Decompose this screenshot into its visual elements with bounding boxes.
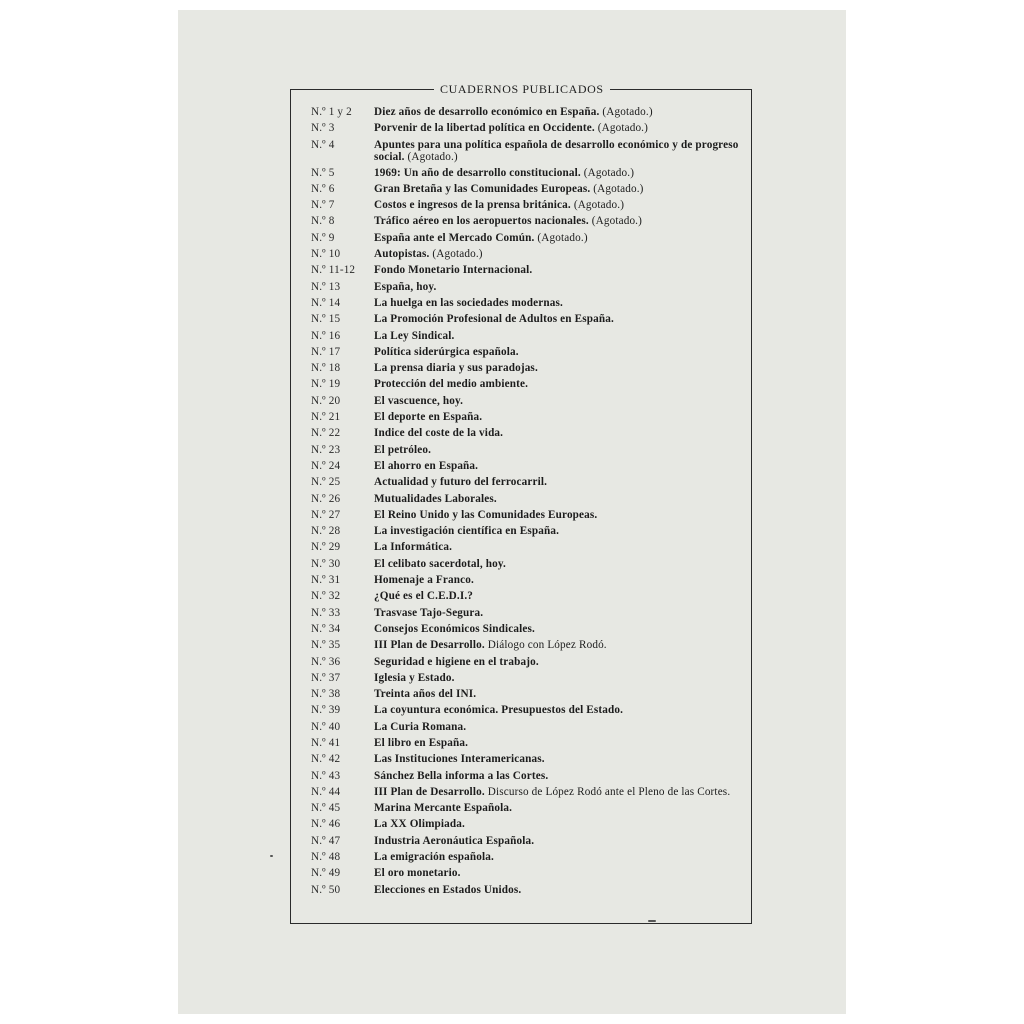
- issue-title-note: (Agotado.): [580, 166, 635, 179]
- issue-title-main: Protección del medio ambiente.: [374, 378, 529, 391]
- list-item: [311, 768, 751, 784]
- issue-title-main: La XX Olimpiada.: [374, 818, 465, 831]
- issue-title-main: El libro en España.: [374, 736, 469, 749]
- issue-title-note: (Agotado.): [590, 182, 644, 195]
- issue-number: N.º 29: [311, 541, 341, 554]
- issue-title-main: El Reino Unido y las Comunidades Europeas.: [374, 508, 598, 521]
- list-item: [311, 702, 751, 718]
- issue-title: [374, 621, 751, 637]
- issue-number: N.º 26: [311, 492, 341, 505]
- issue-number: N.º 44: [311, 785, 341, 798]
- issue-title-main: Diez años de desarrollo económico en España.: [374, 106, 600, 118]
- list-item: [311, 588, 751, 604]
- issue-title: [374, 104, 751, 120]
- issue-number: N.º 36: [311, 655, 341, 668]
- issue-title: [374, 425, 751, 441]
- list-item: [311, 735, 751, 751]
- issue-title: [374, 588, 751, 604]
- list-item: [311, 491, 751, 507]
- issue-number: N.º 7: [311, 199, 335, 212]
- issue-number: N.º 34: [311, 622, 341, 635]
- issue-title-main: La prensa diaria y sus paradojas.: [374, 362, 538, 375]
- issue-number: N.º 27: [311, 508, 341, 521]
- issue-title-main: Homenaje a Franco.: [374, 574, 474, 587]
- issue-title: [374, 360, 751, 376]
- list-item: [311, 507, 751, 523]
- issue-title: [374, 816, 751, 832]
- issue-title-main: Autopistas.: [374, 248, 430, 261]
- issue-title-main: Trasvase Tajo-Segura.: [374, 606, 484, 619]
- issue-title: [374, 735, 751, 751]
- list-item: [311, 865, 751, 881]
- list-item: [311, 409, 751, 425]
- issue-title-main: El ahorro en España.: [374, 459, 479, 472]
- list-item: [311, 165, 751, 181]
- list-item: [311, 393, 751, 409]
- issue-number: N.º 45: [311, 802, 341, 815]
- issue-number: N.º 33: [311, 606, 341, 619]
- issue-number: N.º 22: [311, 427, 341, 440]
- issue-number: N.º 43: [311, 769, 341, 782]
- issue-title-note: (Agotado.): [588, 215, 643, 228]
- issue-number: N.º 50: [311, 883, 341, 896]
- issue-title-main: España, hoy.: [374, 280, 437, 293]
- list-item: [311, 849, 751, 865]
- issue-title: [374, 213, 751, 229]
- issue-title-main: El oro monetario.: [374, 867, 461, 880]
- issue-title-main: El deporte en España.: [374, 411, 483, 424]
- list-item: [311, 425, 751, 441]
- issue-title-note: (Agotado.): [599, 106, 653, 118]
- issue-title-main: Fondo Monetario Internacional.: [374, 264, 533, 277]
- list-item: [311, 621, 751, 637]
- issue-number: N.º 21: [311, 411, 341, 424]
- issue-number: N.º 24: [311, 459, 341, 472]
- issue-number: N.º 35: [311, 639, 341, 652]
- list-item: [311, 442, 751, 458]
- issue-number: N.º 28: [311, 525, 341, 538]
- list-item: [311, 311, 751, 327]
- list-item: [311, 279, 751, 295]
- list-item: [311, 539, 751, 555]
- issue-number: N.º 40: [311, 720, 341, 733]
- issue-title: [374, 751, 751, 767]
- issue-title-main: La Promoción Profesional de Adultos en España.: [374, 313, 614, 326]
- list-item: [311, 719, 751, 735]
- list-item: [311, 637, 751, 653]
- issue-title: [374, 849, 751, 865]
- issue-title: [374, 279, 751, 295]
- issue-title-main: Marina Mercante Española.: [374, 802, 513, 815]
- issue-number: N.º 3: [311, 122, 335, 135]
- list-item: [311, 246, 751, 262]
- publication-list: [311, 104, 751, 898]
- issue-title-main: Sánchez Bella informa a las Cortes.: [374, 769, 549, 782]
- issue-title-main: La coyuntura económica. Presupuestos del Estado.: [374, 704, 624, 717]
- issue-title-main: Política siderúrgica española.: [374, 345, 519, 358]
- issue-title: [374, 833, 751, 849]
- list-item: [311, 882, 751, 898]
- issue-title-main: Treinta años del INI.: [374, 688, 477, 701]
- list-item: [311, 213, 751, 229]
- issue-title-main: Porvenir de la libertad política en Occidente.: [374, 122, 595, 135]
- list-item: [311, 104, 751, 120]
- issue-title-main: Elecciones en Estados Unidos.: [374, 883, 522, 896]
- issue-title-main: Las Instituciones Interamericanas.: [374, 753, 545, 766]
- issue-title: [374, 800, 751, 816]
- issue-title: [374, 165, 751, 181]
- list-item: [311, 523, 751, 539]
- issue-title-main: El vascuence, hoy.: [374, 394, 464, 407]
- list-item: [311, 654, 751, 670]
- issue-title: [374, 539, 751, 555]
- issue-title-main: Tráfico aéreo en los aeropuertos nacionales.: [374, 215, 589, 228]
- issue-number: N.º 32: [311, 590, 341, 603]
- issue-title: [374, 719, 751, 735]
- list-item: [311, 328, 751, 344]
- issue-title: [374, 572, 751, 588]
- issue-number: N.º 16: [311, 329, 341, 342]
- list-item: [311, 137, 751, 165]
- issue-number: N.º 19: [311, 378, 341, 391]
- issue-title: [374, 474, 751, 490]
- list-item: [311, 605, 751, 621]
- issue-number: N.º 13: [311, 280, 341, 293]
- issue-title: [374, 295, 751, 311]
- list-item: [311, 360, 751, 376]
- issue-number: N.º 8: [311, 215, 335, 228]
- issue-title: [374, 507, 751, 523]
- issue-number: N.º 1 y 2: [311, 106, 352, 118]
- list-item: [311, 344, 751, 360]
- paper-speck: [270, 855, 273, 857]
- list-item: [311, 120, 751, 136]
- list-item: [311, 816, 751, 832]
- list-item: [311, 376, 751, 392]
- issue-title: [374, 637, 751, 653]
- issue-title: [374, 654, 751, 670]
- list-item: [311, 474, 751, 490]
- issue-number: N.º 38: [311, 688, 341, 701]
- issue-title: [374, 882, 751, 898]
- issue-title-main: España ante el Mercado Común.: [374, 231, 535, 244]
- issue-number: N.º 4: [311, 138, 335, 151]
- issue-title-main: La Curia Romana.: [374, 720, 467, 733]
- issue-title-main: Apuntes para una política española de desarrollo económico y de progreso social.: [374, 138, 739, 163]
- issue-title-note: (Agotado.): [404, 150, 458, 163]
- issue-number: N.º 23: [311, 443, 341, 456]
- list-item: [311, 670, 751, 686]
- book-page: [178, 10, 846, 1014]
- list-item: [311, 458, 751, 474]
- issue-number: N.º 41: [311, 736, 341, 749]
- issue-title: [374, 393, 751, 409]
- issue-title-main: Indice del coste de la vida.: [374, 427, 504, 440]
- issue-number: N.º 5: [311, 166, 335, 179]
- issue-title: [374, 458, 751, 474]
- issue-title: [374, 262, 751, 278]
- issue-title-main: III Plan de Desarrollo.: [374, 639, 485, 652]
- issue-number: N.º 9: [311, 231, 335, 244]
- list-item: [311, 686, 751, 702]
- paper-speck: [648, 920, 656, 922]
- issue-number: N.º 17: [311, 345, 341, 358]
- issue-number: N.º 10: [311, 248, 341, 261]
- issue-number: N.º 25: [311, 476, 341, 489]
- issue-title: [374, 311, 751, 327]
- list-item: [311, 572, 751, 588]
- issue-title-note: Discurso de López Rodó ante el Pleno de las Cortes.: [484, 785, 731, 798]
- issue-title: [374, 328, 751, 344]
- list-item: [311, 556, 751, 572]
- issue-title: [374, 768, 751, 784]
- issue-number: N.º 47: [311, 834, 341, 847]
- issue-title-main: Costos e ingresos de la prensa británica.: [374, 199, 571, 212]
- issue-title: [374, 181, 751, 197]
- issue-title: [374, 556, 751, 572]
- issue-title: [374, 491, 751, 507]
- issue-title: [374, 865, 751, 881]
- list-item: [311, 784, 751, 800]
- issue-number: N.º 15: [311, 313, 341, 326]
- issue-title: [374, 120, 751, 136]
- list-item: [311, 230, 751, 246]
- issue-title-main: La emigración española.: [374, 851, 494, 864]
- issue-title: [374, 246, 751, 262]
- issue-title-main: La Informática.: [374, 541, 453, 554]
- issue-title: [374, 197, 751, 213]
- issue-number: N.º 6: [311, 182, 335, 195]
- issue-number: N.º 30: [311, 557, 341, 570]
- issue-title: [374, 376, 751, 392]
- issue-number: N.º 11-12: [311, 264, 356, 277]
- issue-title-note: (Agotado.): [594, 122, 649, 135]
- issue-title: [374, 137, 751, 165]
- issue-title: [374, 702, 751, 718]
- issue-number: N.º 49: [311, 867, 341, 880]
- issue-title-main: III Plan de Desarrollo.: [374, 785, 485, 798]
- issue-number: N.º 31: [311, 574, 341, 587]
- issue-number: N.º 14: [311, 296, 341, 309]
- issue-number: N.º 39: [311, 704, 341, 717]
- issue-title: [374, 686, 751, 702]
- issue-title-note: Diálogo con López Rodó.: [484, 639, 607, 652]
- issue-title-main: Actualidad y futuro del ferrocarril.: [374, 476, 548, 489]
- issue-number: N.º 46: [311, 818, 341, 831]
- issue-title-main: Gran Bretaña y las Comunidades Europeas.: [374, 182, 591, 195]
- issue-number: N.º 42: [311, 753, 341, 766]
- list-item: [311, 800, 751, 816]
- issue-title-main: La Ley Sindical.: [374, 329, 455, 342]
- issue-title: [374, 605, 751, 621]
- issue-title-main: Consejos Económicos Sindicales.: [374, 622, 535, 635]
- issue-title-note: (Agotado.): [570, 199, 625, 212]
- issue-title-main: La investigación científica en España.: [374, 525, 560, 538]
- issue-title-main: Mutualidades Laborales.: [374, 492, 497, 505]
- issue-title: [374, 784, 751, 800]
- list-item: [311, 197, 751, 213]
- issue-title-main: 1969: Un año de desarrollo constitucional.: [374, 166, 581, 179]
- issue-title-note: (Agotado.): [429, 248, 483, 261]
- list-item: [311, 181, 751, 197]
- issue-number: N.º 18: [311, 362, 341, 375]
- issue-title: [374, 442, 751, 458]
- issue-number: N.º 20: [311, 394, 341, 407]
- issue-title-main: La huelga en las sociedades modernas.: [374, 296, 563, 309]
- issue-title-main: ¿Qué es el C.E.D.I.?: [374, 590, 474, 603]
- issue-title-note: (Agotado.): [534, 231, 588, 244]
- issue-number: N.º 37: [311, 671, 341, 684]
- issue-title-main: El celibato sacerdotal, hoy.: [374, 557, 506, 570]
- issue-title: [374, 230, 751, 246]
- issue-title: [374, 344, 751, 360]
- issue-title: [374, 409, 751, 425]
- issue-title-main: El petróleo.: [374, 443, 432, 456]
- issue-title: [374, 670, 751, 686]
- issue-title-main: Industria Aeronáutica Española.: [374, 834, 535, 847]
- list-item: [311, 833, 751, 849]
- issue-title-main: Iglesia y Estado.: [374, 671, 455, 684]
- list-item: [311, 295, 751, 311]
- list-item: [311, 262, 751, 278]
- page-heading: CUADERNOS PUBLICADOS: [434, 81, 610, 97]
- list-item: [311, 751, 751, 767]
- issue-title: [374, 523, 751, 539]
- issue-title-main: Seguridad e higiene en el trabajo.: [374, 655, 539, 668]
- issue-number: N.º 48: [311, 851, 341, 864]
